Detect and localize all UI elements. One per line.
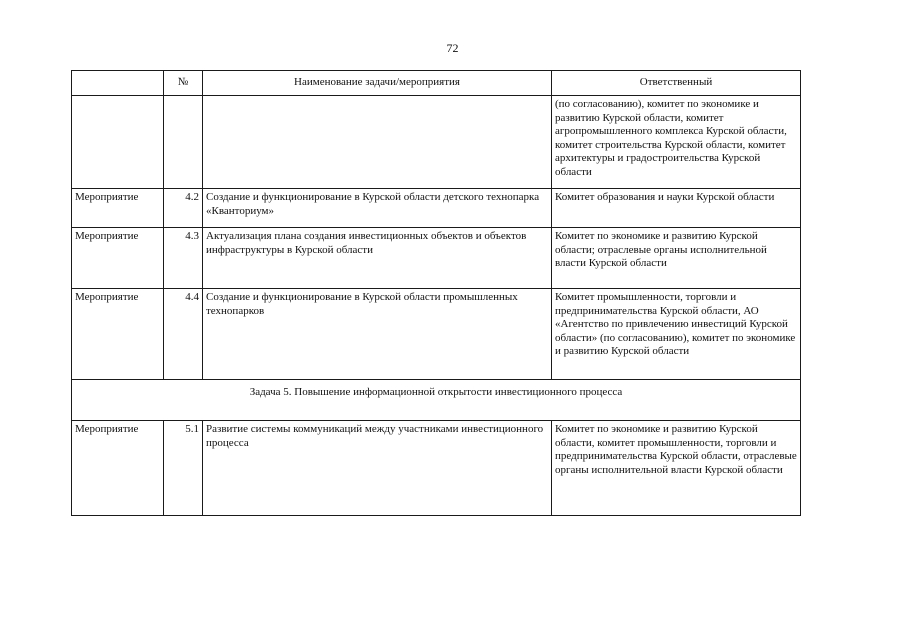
table-row — [72, 289, 801, 380]
cell-name — [203, 96, 552, 189]
cell-type: Мероприятие — [72, 228, 164, 289]
cell-type: Мероприятие — [72, 421, 164, 516]
cell-number — [164, 96, 203, 189]
cell-type: Мероприятие — [72, 189, 164, 228]
cell-number: 5.1 — [164, 421, 203, 516]
table-row — [72, 189, 801, 228]
cell-responsible: Комитет по экономике и развитию Курской области, комитет промышленности, торговли и предпринимательства Курской области, отраслевые органы исполнительной власти Курской области — [552, 421, 801, 516]
table-header-row — [72, 71, 801, 96]
cell-name: Создание и функционирование в Курской области детского технопарка «Кванториум» — [203, 189, 552, 228]
page-number: 72 — [446, 41, 459, 55]
header-number: № — [164, 71, 203, 96]
cell-type — [72, 96, 164, 189]
table-row — [72, 228, 801, 289]
header-type — [72, 71, 164, 96]
cell-responsible: (по согласованию), комитет по экономике и развитию Курской области, комитет агропромышленного комплекса Курской области, комитет строительства Курской области, комитет архитектуры и градостроительства Курской области — [552, 96, 801, 189]
cell-number: 4.4 — [164, 289, 203, 380]
cell-type: Мероприятие — [72, 289, 164, 380]
cell-responsible: Комитет по экономике и развитию Курской области; отраслевые органы исполнительной власти Курской области — [552, 228, 801, 289]
table-row-continuation — [72, 96, 801, 189]
cell-name: Развитие системы коммуникаций между участниками инвестиционного процесса — [203, 421, 552, 516]
table-row — [72, 421, 801, 516]
cell-responsible: Комитет промышленности, торговли и предпринимательства Курской области, АО «Агентство по привлечению инвестиций Курской области» (по согласованию), комитет по экономике и развитию Курской области — [552, 289, 801, 380]
cell-name: Создание и функционирование в Курской области промышленных технопарков — [203, 289, 552, 380]
task-heading-row — [72, 380, 801, 421]
cell-name: Актуализация плана создания инвестиционных объектов и объектов инфраструктуры в Курской области — [203, 228, 552, 289]
task-5-title: Задача 5. Повышение информационной открытости инвестиционного процесса — [72, 380, 801, 421]
cell-responsible: Комитет образования и науки Курской области — [552, 189, 801, 228]
activities-table — [71, 70, 801, 516]
header-name: Наименование задачи/мероприятия — [203, 71, 552, 96]
cell-number: 4.3 — [164, 228, 203, 289]
cell-number: 4.2 — [164, 189, 203, 228]
header-responsible: Ответственный — [552, 71, 801, 96]
